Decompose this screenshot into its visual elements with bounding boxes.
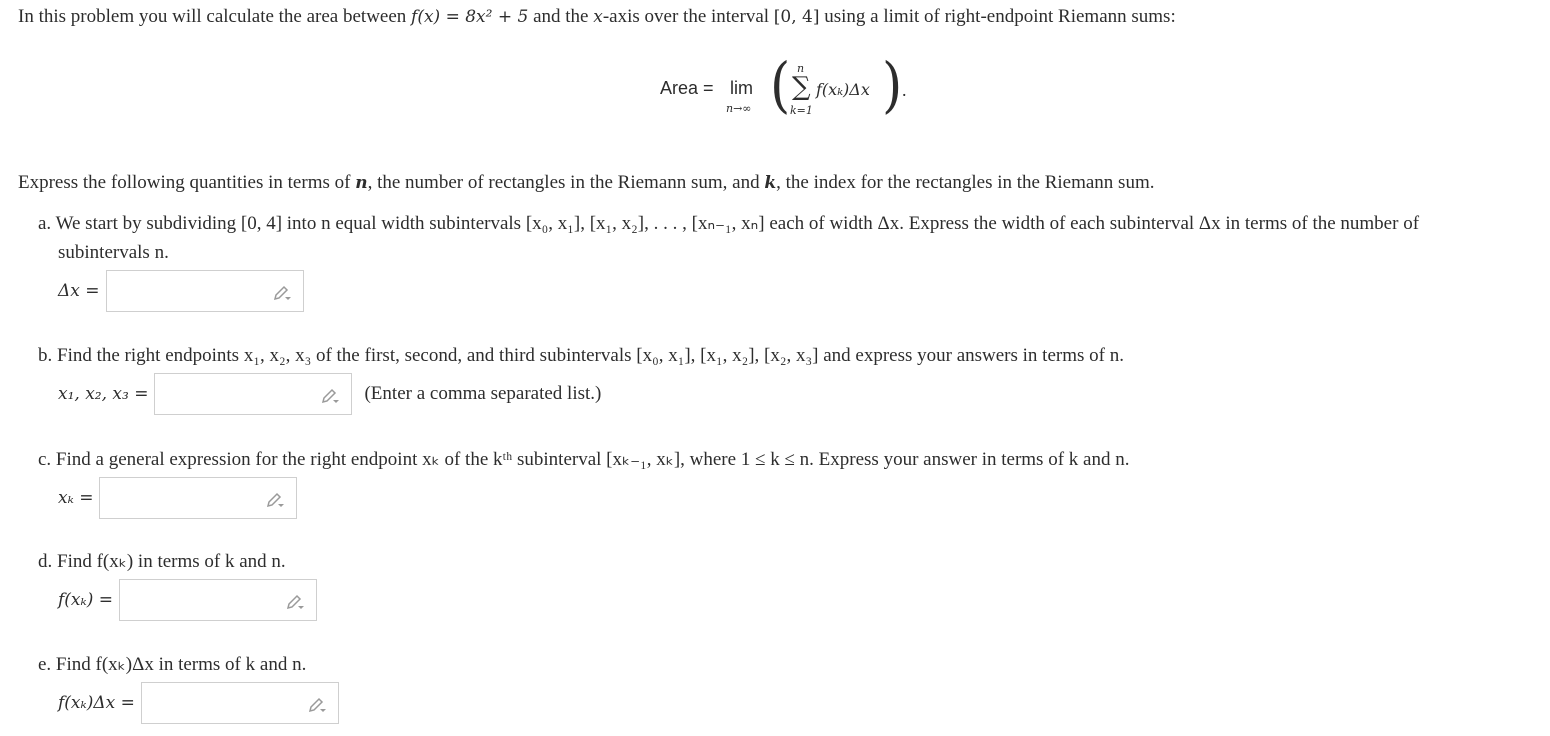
part-d-answer-row: [58, 579, 317, 621]
instructions-part: , the index for the rectangles in the Riemann sum.: [776, 172, 1155, 193]
pencil-dropdown-icon[interactable]: [321, 386, 341, 404]
close-paren: ): [882, 51, 903, 121]
intro-part: and the: [528, 6, 594, 27]
part-e-label: f(xₖ)Δx =: [58, 693, 135, 713]
part-b-label: x₁, x₂, x₃ =: [58, 384, 149, 404]
part-b-hint: (Enter a comma separated list.): [364, 383, 602, 404]
pencil-dropdown-icon[interactable]: [286, 592, 306, 610]
part-a-label: Δx =: [58, 281, 100, 301]
part-c-answer-row: [58, 477, 297, 519]
sum-upper-limit: n: [797, 62, 805, 75]
part-a-answer-input[interactable]: [106, 270, 304, 312]
part-e-answer-row: [58, 682, 339, 724]
intro-part: using a limit of right-endpoint Riemann sums:: [819, 6, 1176, 27]
k-variable: k: [764, 173, 777, 193]
part-d-answer-input[interactable]: [119, 579, 317, 621]
pencil-dropdown-icon[interactable]: [266, 490, 286, 508]
intro-part: In this problem you will calculate the area between: [18, 6, 412, 27]
sigma-symbol: ∑: [792, 72, 811, 102]
pencil-dropdown-icon[interactable]: [273, 283, 293, 301]
formula-period: .: [902, 80, 907, 100]
part-d-question: d. Find f(xₖ) in terms of k and n.: [38, 551, 286, 572]
part-c-answer-input[interactable]: [99, 477, 297, 519]
part-e-question: e. Find f(xₖ)Δx in terms of k and n.: [38, 654, 307, 675]
part-b-question: b. Find the right endpoints x₁, x₂, x₃ of the first, second, and third subintervals [x₀, x₁], [x₁, x₂], [x₂, x₃] and express your answers in terms of n.: [38, 345, 1124, 366]
part-b-answer-input[interactable]: [154, 373, 352, 415]
riemann-sum-formula: [660, 51, 920, 128]
summand: f(xₖ)Δx: [816, 80, 870, 99]
intro-x-variable: x: [593, 7, 603, 27]
instructions-part: , the number of rectangles in the Riemann sum, and: [367, 172, 765, 193]
part-b-answer-row: [58, 373, 601, 415]
area-label: Area =: [660, 78, 714, 98]
intro-function: f(x) = 8x² + 5: [411, 7, 529, 27]
intro-text: [18, 4, 1176, 30]
limit-subscript: n→∞: [726, 102, 752, 115]
instructions-part: Express the following quantities in terms of: [18, 172, 356, 193]
limit-operator: lim: [730, 78, 753, 98]
intro-interval: [0, 4]: [773, 7, 820, 27]
instructions-text: [18, 170, 1154, 196]
part-d-label: f(xₖ) =: [58, 590, 113, 610]
part-c-question: c. Find a general expression for the right endpoint xₖ of the kᵗʰ subinterval [xₖ₋₁, xₖ], where 1 ≤ k ≤ n. Express your answer in terms of k and n.: [38, 449, 1130, 470]
n-variable: n: [355, 173, 368, 193]
part-c-label: xₖ =: [58, 488, 94, 508]
sum-lower-limit: k=1: [790, 104, 813, 117]
open-paren: (: [770, 51, 791, 121]
intro-part: -axis over the interval: [602, 6, 774, 27]
part-e-answer-input[interactable]: [141, 682, 339, 724]
part-a-question: a. We start by subdividing [0, 4] into n equal width subintervals [x₀, x₁], [x₁, x₂], . . . , [xₙ₋₁, xₙ] each of width Δx. Express the width of each subinterval Δx in terms of the number of: [38, 213, 1420, 234]
part-a-question-continued: subintervals n.: [58, 242, 169, 263]
pencil-dropdown-icon[interactable]: [308, 695, 328, 713]
part-a-answer-row: [58, 270, 304, 312]
